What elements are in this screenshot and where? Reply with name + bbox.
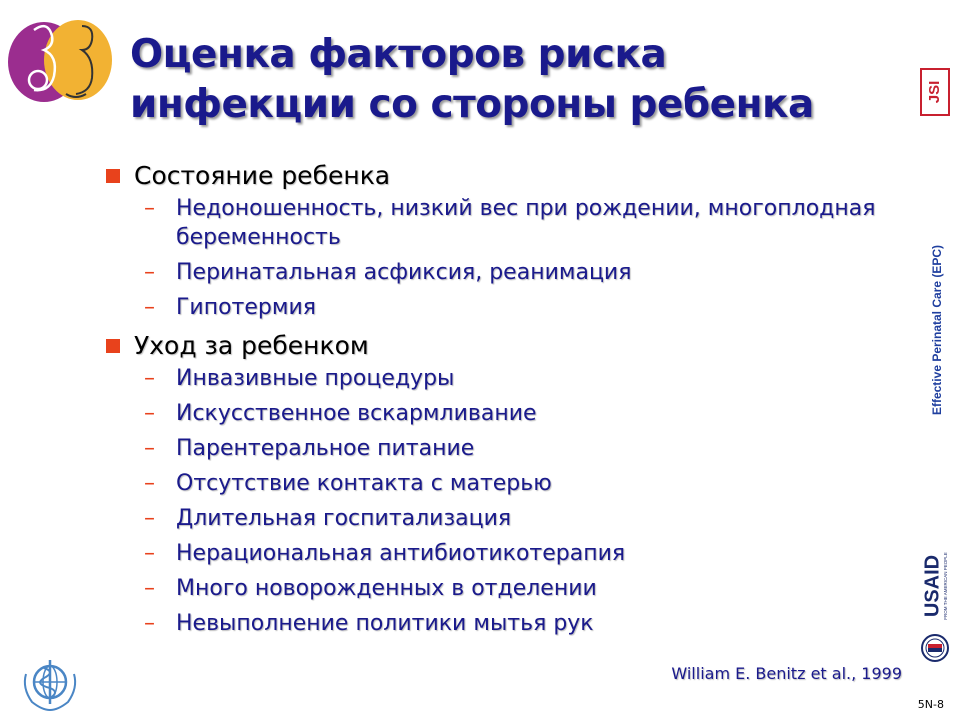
dash-icon: –	[144, 541, 155, 566]
section-child-care	[104, 328, 904, 638]
dash-icon: –	[144, 436, 155, 461]
slide-title	[130, 30, 814, 130]
usaid-logo-icon	[920, 548, 950, 668]
usaid-logo-text: USAID	[921, 554, 944, 618]
bullet-heading-text: Уход за ребенком	[134, 331, 369, 360]
square-bullet-icon	[106, 169, 120, 183]
sub-item-text: Много новорожденных в отделении	[176, 576, 597, 601]
sub-item	[104, 539, 904, 568]
jsi-logo-text: JSI	[925, 80, 943, 104]
sub-item	[104, 258, 904, 287]
who-emblem-icon	[18, 654, 82, 712]
dash-icon: –	[144, 295, 155, 320]
sub-item-text: Невыполнение политики мытья рук	[176, 611, 594, 636]
section-child-condition	[104, 158, 904, 322]
slide-title-line-1: Оценка факторов риска	[130, 32, 667, 77]
dash-icon: –	[144, 576, 155, 601]
dash-icon: –	[144, 611, 155, 636]
sub-item-text: Перинатальная асфиксия, реанимация	[176, 260, 632, 285]
sub-item-text: Нерациональная антибиотикотерапия	[176, 541, 626, 566]
side-label-text: Effective Perinatal Care (EPC)	[930, 244, 944, 416]
dash-icon: –	[144, 506, 155, 531]
sub-item	[104, 364, 904, 393]
slide-number: 5N-8	[917, 698, 944, 711]
sub-item-text: Гипотермия	[176, 295, 317, 320]
dash-icon: –	[144, 196, 155, 221]
dash-icon: –	[144, 260, 155, 285]
sub-item	[104, 609, 904, 638]
sub-item	[104, 434, 904, 463]
sub-item-text: Длительная госпитализация	[176, 506, 512, 531]
sub-item-text: Парентеральное питание	[176, 436, 475, 461]
dash-icon: –	[144, 401, 155, 426]
slide-title-line-2: инфекции со стороны ребенка	[130, 82, 814, 127]
bullet-heading-text: Состояние ребенка	[134, 161, 391, 190]
dash-icon: –	[144, 366, 155, 391]
sub-item	[104, 293, 904, 322]
usaid-tagline-text: FROM THE AMERICAN PEOPLE	[943, 552, 949, 620]
citation: William E. Benitz et al., 1999	[671, 664, 902, 683]
sub-item-text: Отсутствие контакта с матерью	[176, 471, 552, 496]
dash-icon: –	[144, 471, 155, 496]
square-bullet-icon	[106, 339, 120, 353]
sub-item	[104, 574, 904, 603]
sub-item-text: Инвазивные процедуры	[176, 366, 455, 391]
sub-item	[104, 504, 904, 533]
bullet-heading	[104, 158, 904, 194]
sub-item-text: Недоношенность, низкий вес при рождении, многоплодная беременность	[176, 196, 876, 250]
bullet-heading	[104, 328, 904, 364]
sub-item	[104, 469, 904, 498]
jsi-logo-icon	[920, 68, 950, 116]
sub-item	[104, 194, 904, 252]
sub-item	[104, 399, 904, 428]
sub-item-text: Искусственное вскармливание	[176, 401, 537, 426]
side-label	[928, 230, 946, 430]
mother-child-logo-icon	[4, 10, 116, 106]
slide-content	[104, 158, 904, 644]
